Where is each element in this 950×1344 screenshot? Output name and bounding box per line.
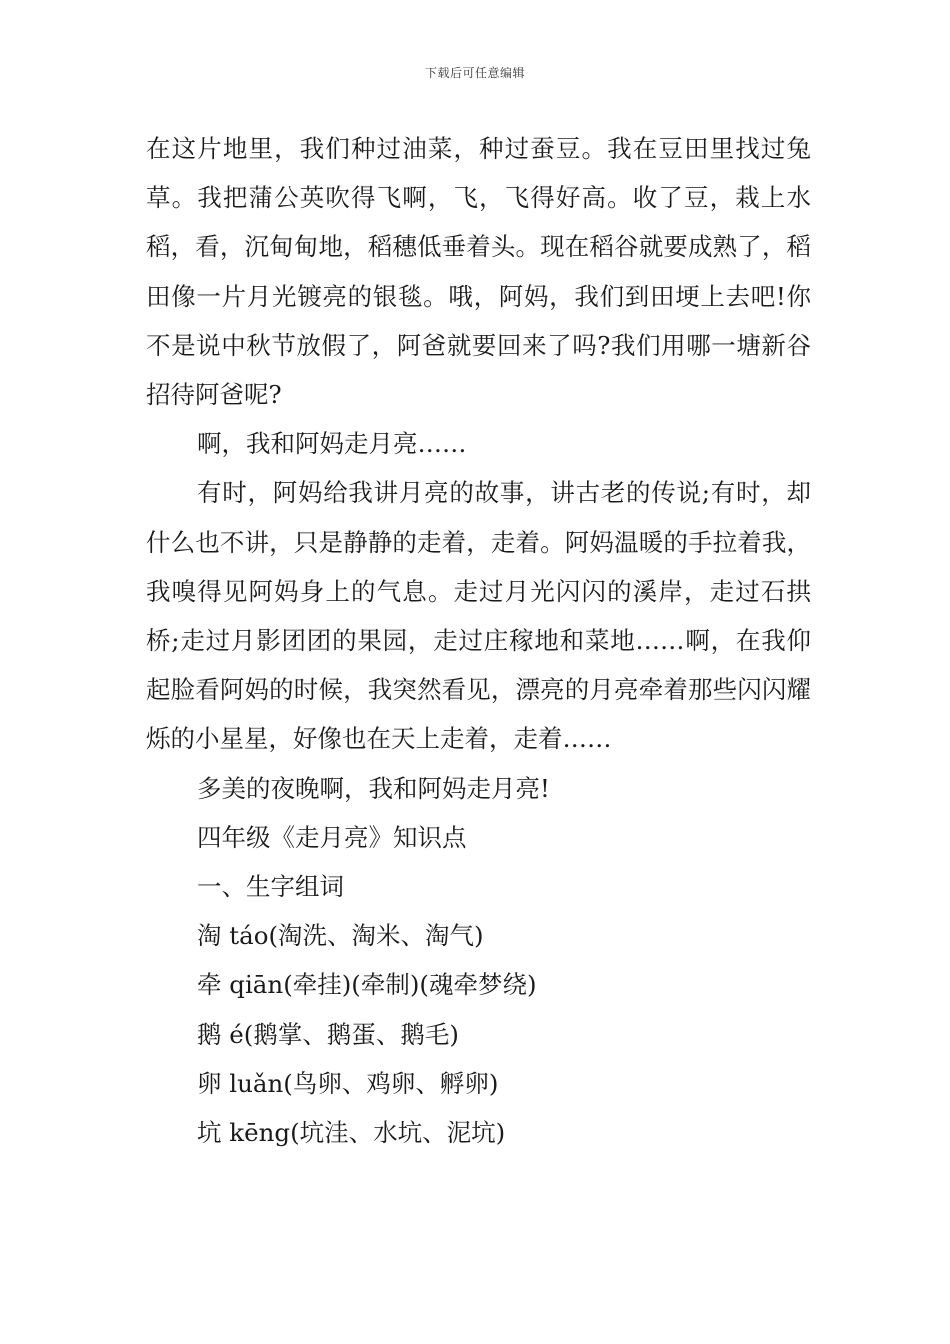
vocab-item: 坑 kēng(坑洼、水坑、泥坑)	[197, 1118, 506, 1148]
section-title: 四年级《走月亮》知识点	[197, 822, 467, 852]
paragraph-beautiful-night: 多美的夜晚啊，我和阿妈走月亮!	[197, 773, 550, 803]
paragraph-walk-moon: 啊，我和阿妈走月亮……	[197, 429, 467, 459]
vocab-item: 鹅 é(鹅掌、鹅蛋、鹅毛)	[197, 1019, 459, 1049]
vocab-item: 牵 qiān(牵挂)(牵制)(魂牵梦绕)	[197, 970, 537, 1000]
page-header-note: 下载后可任意编辑	[424, 66, 525, 80]
document-body	[146, 124, 811, 1157]
paragraph-field: 在这片地里，我们种过油菜，种过蚕豆。我在豆田里找过兔草。我把蒲公英吹得飞啊，飞，飞得好高。收了豆，栽上水稻，看，沉甸甸地，稻穗低垂着头。现在稻谷就要成熟了，稻田像一片月光镀亮的银毯。哦，阿妈，我们到田埂上去吧!你不是说中秋节放假了，阿爸就要回来了吗?我们用哪一塘新谷招待阿爸呢?	[146, 134, 811, 410]
subsection-title: 一、生字组词	[197, 872, 344, 902]
vocab-item: 卵 luǎn(鸟卵、鸡卵、孵卵)	[197, 1068, 499, 1098]
paragraph-stories: 有时，阿妈给我讲月亮的故事，讲古老的传说;有时，却什么也不讲，只是静静的走着，走着。阿妈温暖的手拉着我，我嗅得见阿妈身上的气息。走过月光闪闪的溪岸，走过石拱桥;走过月影团团的果园，走过庄稼地和菜地……啊，在我仰起脸看阿妈的时候，我突然看见，漂亮的月亮牵着那些闪闪耀烁的小星星，好像也在天上走着，走着……	[146, 478, 811, 754]
vocab-item: 淘 táo(淘洗、淘米、淘气)	[197, 921, 484, 951]
